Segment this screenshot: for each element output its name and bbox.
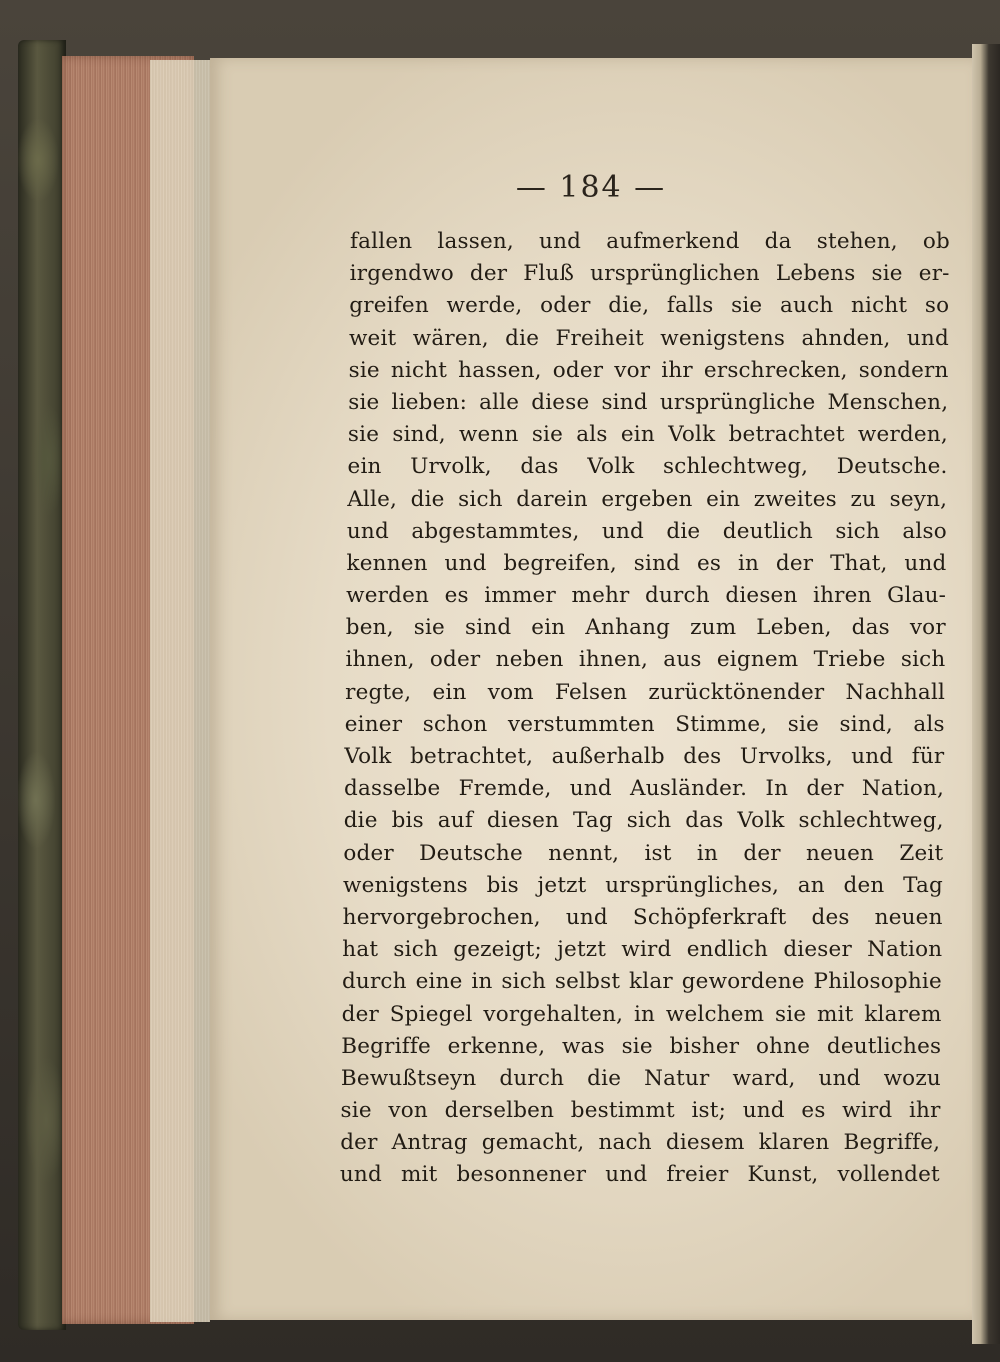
text-line: wenigstens bis jetzt ursprüngliches, an den Tag — [343, 872, 943, 898]
page-edges-inner — [150, 60, 210, 1322]
text-line: oder Deutsche nennt, ist in der neuen Zeit — [343, 840, 944, 866]
text-line: kennen und begreifen, sind es in der That, und — [346, 550, 947, 576]
text-line: der Spiegel vorgehalten, in welchem sie mit klarem — [341, 1001, 942, 1027]
text-line: und abgestammtes, und die deutlich sich also — [346, 518, 947, 544]
text-line: Begriffe erkenne, was sie bisher ohne deutliches — [341, 1033, 942, 1059]
text-line: Bewußtseyn durch die Natur ward, und wozu — [340, 1065, 941, 1091]
text-line: und mit besonnener und freier Kunst, vollendet — [339, 1162, 940, 1188]
text-line: greifen werde, oder die, falls sie auch nicht so — [349, 293, 950, 319]
text-line: irgendwo der Fluß ursprünglichen Lebens sie er‑ — [349, 261, 950, 287]
text-line: fallen lassen, und aufmerkend da stehen, ob — [350, 229, 950, 254]
text-line: sie sind, wenn sie als ein Volk betrachtet werden, — [347, 422, 948, 448]
text-line: regte, ein vom Felsen zurücktönender Nachhall — [345, 679, 946, 705]
text-line: ein Urvolk, das Volk schlechtweg, Deutsche. — [347, 454, 948, 480]
text-line: durch eine in sich selbst klar gewordene Philosophie — [341, 969, 942, 995]
book-page — [210, 58, 972, 1320]
text-line: hat sich gezeigt; jetzt wird endlich dieser Nation — [342, 937, 943, 963]
text-line: sie lieben: alle diese sind ursprüngliche Menschen, — [348, 389, 949, 415]
text-line: werden es immer mehr durch diesen ihren Glau‑ — [346, 583, 947, 609]
text-line: dasselbe Fremde, und Ausländer. In der Nation, — [344, 776, 945, 802]
text-line: ihnen, oder neben ihnen, aus eignem Triebe sich — [345, 647, 946, 673]
text-line: sie nicht hassen, oder vor ihr erschrecken, sondern — [348, 357, 949, 383]
page-number: — 184 — — [515, 170, 667, 205]
text-line: einer schon verstummten Stimme, sie sind, als — [344, 711, 945, 737]
text-line: hervorgebrochen, und Schöpferkraft des neuen — [342, 904, 943, 930]
next-page-edge — [972, 44, 1000, 1344]
marbled-cover — [18, 40, 66, 1330]
text-line: die bis auf diesen Tag sich das Volk schlechtweg, — [343, 808, 944, 834]
text-line: sie von derselben bestimmt ist; und es wird ihr — [340, 1098, 941, 1124]
text-line: ben, sie sind ein Anhang zum Leben, das vor — [345, 615, 946, 641]
text-line: der Antrag gemacht, nach diesem klaren Begriffe, — [340, 1130, 941, 1156]
text-line: Volk betrachtet, außerhalb des Urvolks, und für — [344, 744, 945, 769]
text-line: weit wären, die Freiheit wenigstens ahnden, und — [348, 325, 949, 351]
text-line: Alle, die sich darein ergeben ein zweites zu seyn, — [347, 486, 948, 512]
body-text — [339, 226, 950, 1192]
